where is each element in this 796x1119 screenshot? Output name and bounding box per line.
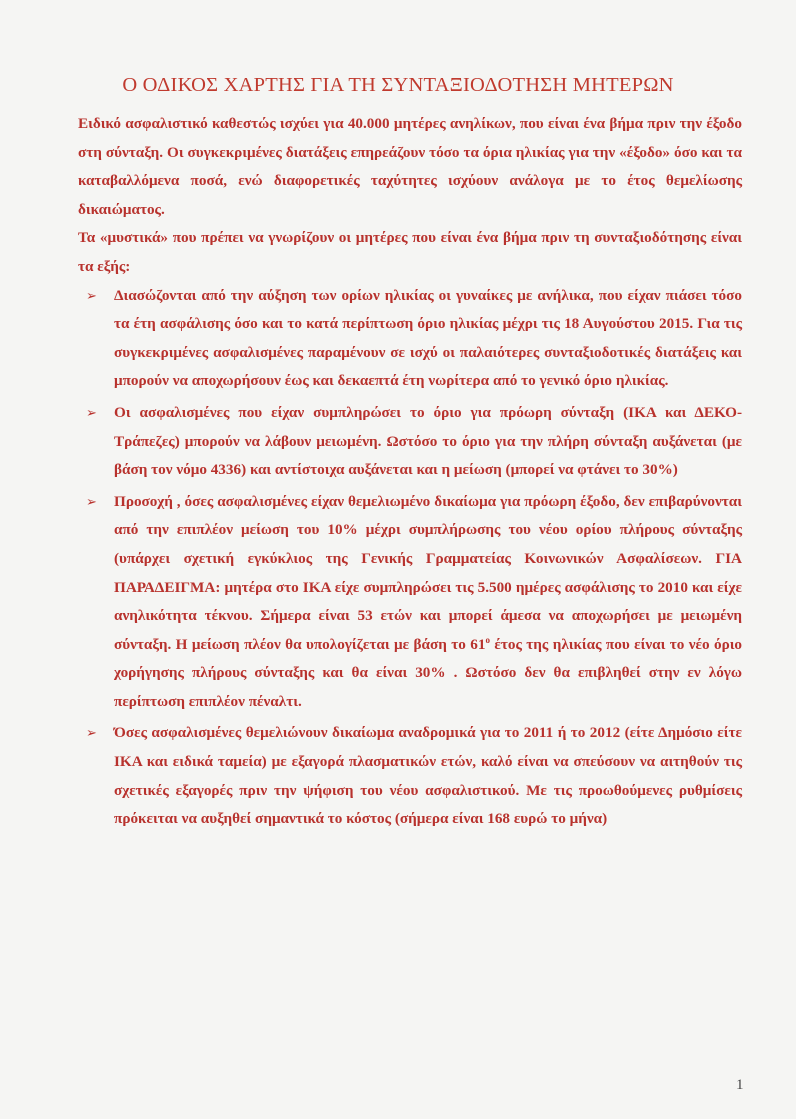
arrow-bullet-icon: ➢ [86, 287, 97, 303]
bullet-text-part: Προσοχή , όσες ασφαλισμένες είχαν θεμελιωμένο δικαίωμα για πρόωρη έξοδο, δεν επιβαρύνονται από την επιπλέον μείωση του 10% μέχρι συμπλήρωσης του νέου ορίου πλήρους σύνταξης (υπάρχει σχετική εγκύκλιος της Γενικής Γραμματείας Κοινωνικών Ασφαλίσεων. ΓΙΑ ΠΑΡΑΔΕΙΓΜΑ: μητέρα στο ΙΚΑ είχε συμπληρώσει τις 5.500 ημέρες ασφάλισης το 2010 και είχε ανηλικότητα τέκνου. Σήμερα είναι 53 ετών και μπορεί άμεσα να αποχωρήσει με μειωμένη σύνταξη. Η μείωση πλέον θα υπολογίζεται με βάση το 61 [114, 492, 742, 653]
bullet-item [78, 282, 742, 396]
intro-paragraph: Ειδικό ασφαλιστικό καθεστώς ισχύει για 40.000 μητέρες ανηλίκων, που είναι ένα βήμα πριν την έξοδο στη σύνταξη. Οι συγκεκριμένες διατάξεις επηρεάζουν τόσο τα όρια ηλικίας για την «έξοδο» όσο και τα καταβαλλόμενα ποσά, ενώ διαφορετικές ταχύτητες ισχύουν ανάλογα με το έτος θεμελίωσης δικαιώματος. [78, 115, 742, 218]
superscript-ordinal: ο [485, 634, 490, 645]
lead-paragraph: Τα «μυστικά» που πρέπει να γνωρίζουν οι μητέρες που είναι ένα βήμα πριν τη συνταξιοδότησης είναι τα εξής: [78, 229, 742, 275]
document-title: Ο ΟΔΙΚΟΣ ΧΑΡΤΗΣ ΓΙΑ ΤΗ ΣΥΝΤΑΞΙΟΔΟΤΗΣΗ ΜΗΤΕΡΩΝ [122, 74, 674, 96]
bullet-list [78, 282, 742, 834]
arrow-bullet-icon: ➢ [86, 493, 97, 509]
bullet-text: Όσες ασφαλισμένες θεμελιώνουν δικαίωμα αναδρομικά για το 2011 ή το 2012 (είτε Δημόσιο είτε ΙΚΑ και ειδικά ταμεία) με εξαγορά πλασματικών ετών, καλό είναι να σπεύσουν να αιτηθούν τις σχετικές εξαγορές πριν την ψήφιση του νέου ασφαλιστικού. Με τις προωθούμενες ρυθμίσεις πρόκειται να αυξηθεί σημαντικά το κόστος (σήμερα είναι 168 ευρώ το μήνα) [114, 724, 742, 828]
bullet-text-part: έτος της ηλικίας που είναι το νέο όριο χορήγησης πλήρους σύνταξης και θα είναι 30% . Ωστόσο δεν θα επιβληθεί στην εν λόγω περίπτωση επιπλέον πέναλτι. [114, 635, 742, 710]
bullet-text: Διασώζονται από την αύξηση των ορίων ηλικίας οι γυναίκες με ανήλικα, που είχαν πιάσει τόσο τα έτη ασφάλισης όσο και το κατά περίπτωση όριο ηλικίας μέχρι τις 18 Αυγούστου 2015. Για τις συγκεκριμένες ασφαλισμένες παραμένουν σε ισχύ οι παλαιότερες συνταξιοδοτικές διατάξεις και μπορούν να αποχωρήσουν έως και δεκαεπτά έτη νωρίτερα από το γενικό όριο ηλικίας. [114, 286, 742, 390]
document-body [78, 110, 742, 837]
arrow-bullet-icon: ➢ [86, 725, 97, 741]
arrow-bullet-icon: ➢ [86, 404, 97, 420]
bullet-text [114, 493, 742, 710]
bullet-item [78, 488, 742, 717]
bullet-item [78, 719, 742, 833]
bullet-item [78, 399, 742, 485]
page-number: 1 [736, 1077, 744, 1093]
bullet-text: Οι ασφαλισμένες που είχαν συμπληρώσει το όριο για πρόωρη σύνταξη (ΙΚΑ και ΔΕΚΟ-Τράπεζες) μπορούν να λάβουν μειωμένη. Ωστόσο το όριο για την πλήρη σύνταξη αυξάνεται (με βάση τον νόμο 4336) και αντίστοιχα αυξάνεται και η μείωση (μπορεί να φτάνει το 30%) [114, 403, 742, 479]
